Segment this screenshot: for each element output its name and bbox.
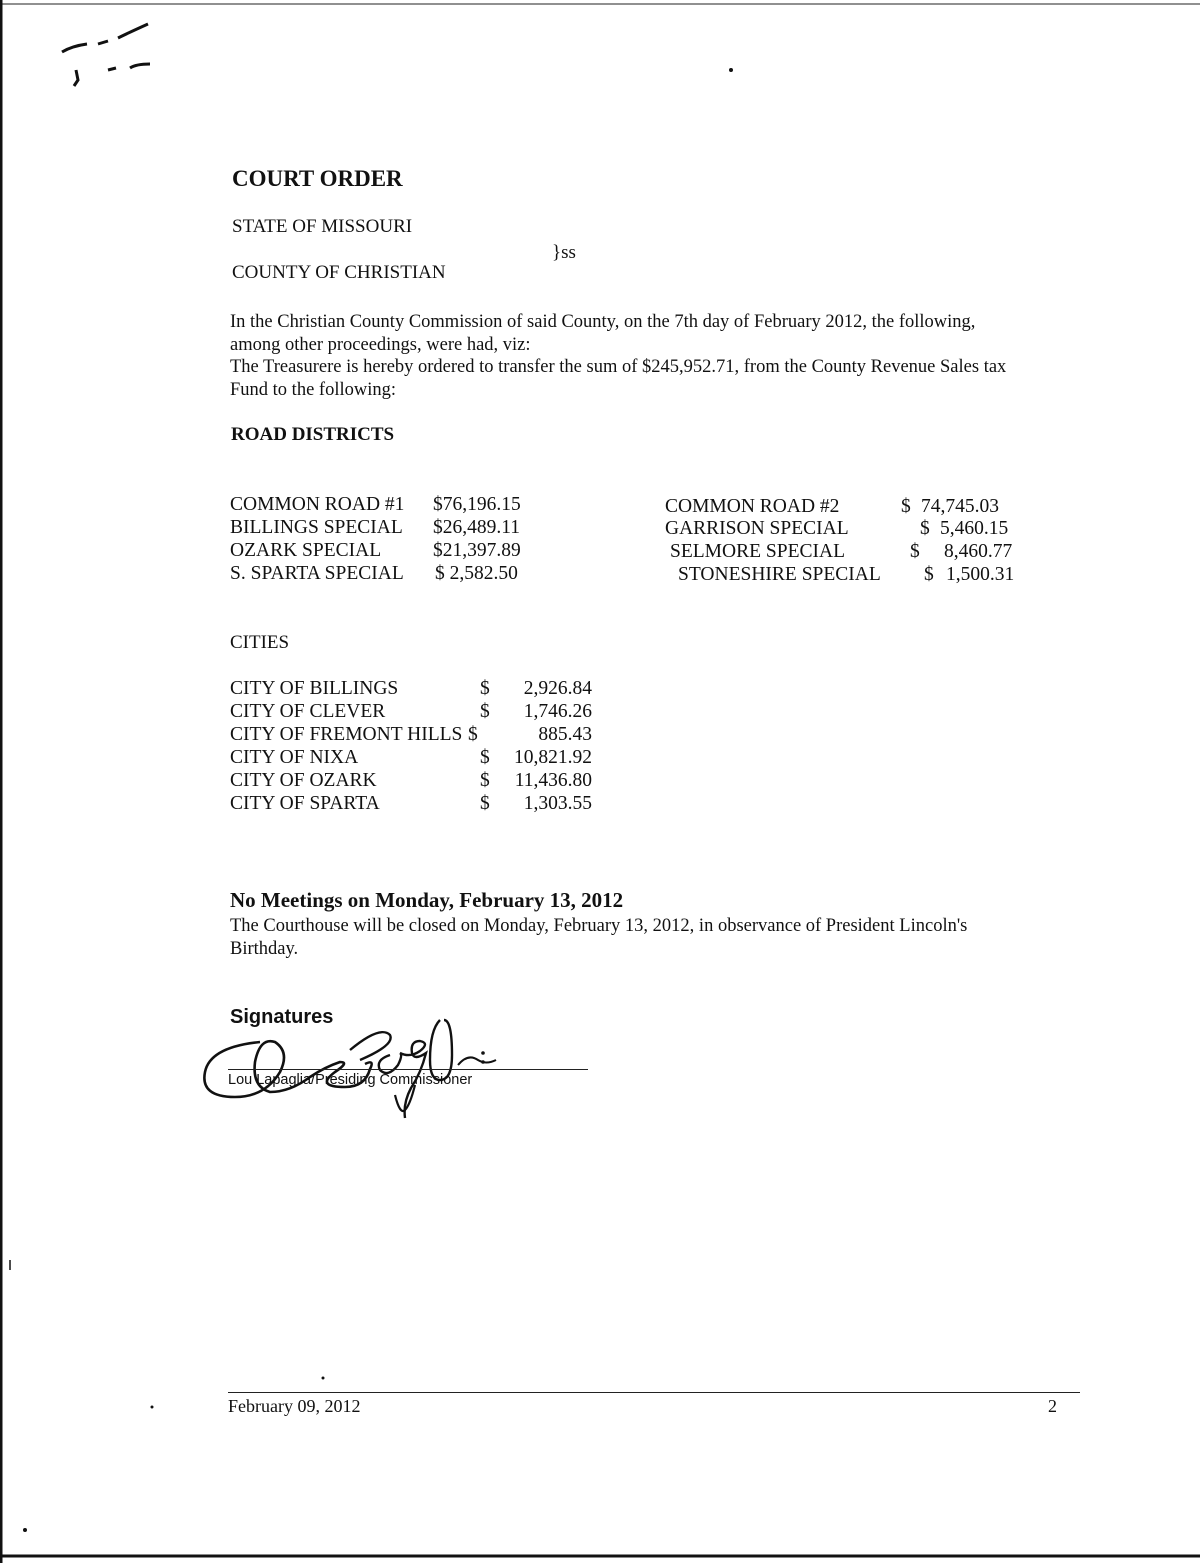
road-currency: $	[920, 518, 930, 539]
notice-line-1: The Courthouse will be closed on Monday, February 13, 2012, in observance of President Lincoln's	[230, 916, 968, 936]
intro-paragraph	[230, 311, 1080, 401]
city-amount: 11,436.80	[514, 770, 592, 791]
city-amount: 1,303.55	[523, 793, 592, 814]
handwritten-signature	[200, 1010, 510, 1120]
city-amount: 885.43	[538, 724, 592, 745]
road-name: SELMORE SPECIAL	[670, 541, 845, 562]
city-currency: $	[468, 724, 478, 745]
city-currency: $	[480, 701, 490, 722]
road-name: COMMON ROAD #2	[665, 496, 840, 517]
city-name: CITY OF FREMONT HILLS	[230, 724, 463, 745]
road-amount: 5,460.15	[940, 518, 1009, 539]
city-currency: $	[480, 793, 490, 814]
city-name: CITY OF SPARTA	[230, 793, 380, 814]
city-name: CITY OF BILLINGS	[230, 678, 399, 699]
road-name: BILLINGS SPECIAL	[230, 517, 403, 538]
state-line: STATE OF MISSOURI	[232, 216, 413, 237]
road-currency: $	[924, 564, 934, 585]
footer-rule	[228, 1392, 1080, 1393]
city-currency: $	[480, 747, 490, 768]
road-amount: $76,196.15	[433, 494, 521, 515]
road-currency: $	[910, 541, 920, 562]
intro-line-1: In the Christian County Commission of said County, on the 7th day of February 2012, the following,	[230, 312, 976, 332]
road-amount: 8,460.77	[944, 541, 1013, 562]
road-name: STONESHIRE SPECIAL	[678, 564, 881, 585]
ss-mark: }ss	[552, 242, 576, 263]
signatures-label: Signatures	[230, 1006, 334, 1028]
road-districts-heading: ROAD DISTRICTS	[231, 424, 395, 445]
cities-heading: CITIES	[230, 632, 290, 653]
road-amount: $26,489.11	[433, 517, 521, 538]
city-name: CITY OF NIXA	[230, 747, 359, 768]
city-name: CITY OF CLEVER	[230, 701, 386, 722]
road-amount: $ 2,582.50	[435, 563, 518, 584]
intro-line-2: among other proceedings, were had, viz:	[230, 334, 531, 355]
notice-line-2: Birthday.	[230, 938, 299, 959]
city-amount: 2,926.84	[523, 678, 592, 699]
city-currency: $	[480, 678, 490, 699]
signer-name: Lou Lapaglia/Presiding Commissioner	[228, 1072, 473, 1088]
city-name: CITY OF OZARK	[230, 770, 377, 791]
order-line-2: Fund to the following:	[230, 379, 396, 400]
city-amount: 1,746.26	[523, 701, 592, 722]
order-line-1: The Treasurere is hereby ordered to transfer the sum of $245,952.71, from the County Revenue Sales tax	[230, 357, 1007, 377]
notice-heading: No Meetings on Monday, February 13, 2012	[230, 888, 624, 912]
road-amount: 74,745.03	[921, 496, 999, 517]
signature-line	[228, 1069, 588, 1070]
road-name: S. SPARTA SPECIAL	[230, 563, 404, 584]
road-currency: $	[901, 496, 911, 517]
city-amount: 10,821.92	[514, 747, 592, 768]
page-number: 2	[1048, 1396, 1057, 1416]
county-line: COUNTY OF CHRISTIAN	[232, 262, 446, 283]
road-name: COMMON ROAD #1	[230, 494, 405, 515]
road-name: GARRISON SPECIAL	[665, 518, 849, 539]
city-currency: $	[480, 770, 490, 791]
notice-paragraph	[230, 915, 1080, 960]
road-amount: 1,500.31	[946, 564, 1015, 585]
footer-date: February 09, 2012	[228, 1396, 361, 1416]
road-amount: $21,397.89	[433, 540, 521, 561]
document-title: COURT ORDER	[232, 166, 403, 191]
road-name: OZARK SPECIAL	[230, 540, 382, 561]
